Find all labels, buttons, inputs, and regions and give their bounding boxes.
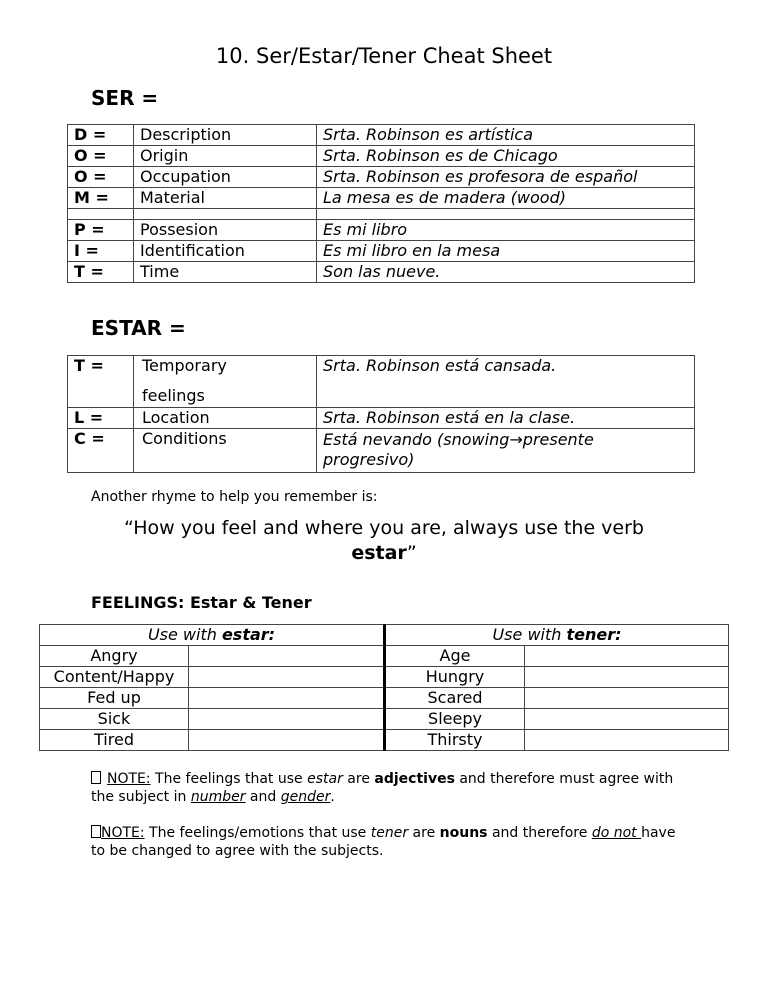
tener-blank-cell bbox=[525, 667, 729, 688]
table-row bbox=[40, 688, 729, 709]
note-text: and bbox=[245, 789, 281, 805]
note-tener bbox=[91, 824, 691, 860]
tener-column-header bbox=[385, 625, 729, 646]
ser-example: Srta. Robinson es artística bbox=[317, 125, 695, 146]
note-keyword: gender bbox=[280, 789, 331, 805]
estar-example: Srta. Robinson está cansada. bbox=[317, 356, 695, 408]
header-verb: tener: bbox=[566, 625, 622, 644]
note-estar bbox=[91, 770, 691, 806]
estar-example bbox=[317, 429, 695, 473]
tener-feeling: Hungry bbox=[385, 667, 525, 688]
table-header-row bbox=[40, 625, 729, 646]
ser-example: Son las nueve. bbox=[317, 262, 695, 283]
estar-feeling: Content/Happy bbox=[40, 667, 189, 688]
blank-cell bbox=[68, 209, 134, 220]
estar-feeling: Angry bbox=[40, 646, 189, 667]
table-row bbox=[40, 730, 729, 751]
note-text: . bbox=[330, 789, 335, 805]
blank-cell bbox=[134, 209, 317, 220]
ser-label: Time bbox=[134, 262, 317, 283]
ser-letter: T = bbox=[68, 262, 134, 283]
tener-blank-cell bbox=[525, 646, 729, 667]
tener-feeling: Scared bbox=[385, 688, 525, 709]
estar-column-header bbox=[40, 625, 385, 646]
estar-feeling: Sick bbox=[40, 709, 189, 730]
tener-feeling: Age bbox=[385, 646, 525, 667]
estar-feeling: Tired bbox=[40, 730, 189, 751]
feelings-table bbox=[39, 624, 729, 751]
bullet-icon bbox=[91, 825, 101, 838]
estar-blank-cell bbox=[189, 688, 385, 709]
estar-label: Conditions bbox=[134, 429, 317, 473]
estar-letter: C = bbox=[68, 429, 134, 473]
header-prefix: Use with bbox=[147, 625, 222, 644]
note-keyword: nouns bbox=[439, 825, 488, 841]
tener-blank-cell bbox=[525, 688, 729, 709]
note-text: are bbox=[342, 771, 375, 787]
estar-table bbox=[67, 355, 695, 473]
ser-label: Origin bbox=[134, 146, 317, 167]
estar-label-line1: Temporary bbox=[142, 356, 227, 375]
table-row bbox=[68, 188, 695, 209]
note-text: are bbox=[408, 825, 440, 841]
tener-blank-cell bbox=[525, 709, 729, 730]
note-text: The feelings/emotions that use bbox=[144, 825, 371, 841]
tener-blank-cell bbox=[525, 730, 729, 751]
ser-example: La mesa es de madera (wood) bbox=[317, 188, 695, 209]
tener-feeling: Thirsty bbox=[385, 730, 525, 751]
table-row bbox=[68, 125, 695, 146]
note-keyword: number bbox=[190, 789, 246, 805]
table-row bbox=[40, 646, 729, 667]
ser-heading: SER = bbox=[91, 86, 159, 110]
rhyme-intro: Another rhyme to help you remember is: bbox=[91, 489, 378, 505]
ser-label: Possesion bbox=[134, 220, 317, 241]
rhyme-quote bbox=[91, 516, 677, 566]
estar-blank-cell bbox=[189, 646, 385, 667]
estar-feeling: Fed up bbox=[40, 688, 189, 709]
note-text: have to be changed to agree with the subjects. bbox=[91, 825, 676, 859]
ser-letter: D = bbox=[68, 125, 134, 146]
estar-example-part1: Está nevando (snowing bbox=[323, 430, 510, 449]
table-row bbox=[68, 167, 695, 188]
ser-label: Occupation bbox=[134, 167, 317, 188]
ser-letter: M = bbox=[68, 188, 134, 209]
ser-letter: O = bbox=[68, 146, 134, 167]
note-verb: tener bbox=[370, 825, 409, 841]
ser-letter: O = bbox=[68, 167, 134, 188]
ser-example: Srta. Robinson es de Chicago bbox=[317, 146, 695, 167]
estar-letter: L = bbox=[68, 408, 134, 429]
ser-label: Material bbox=[134, 188, 317, 209]
table-row bbox=[40, 709, 729, 730]
ser-example: Es mi libro en la mesa bbox=[317, 241, 695, 262]
table-row bbox=[68, 220, 695, 241]
blank-cell bbox=[317, 209, 695, 220]
estar-blank-cell bbox=[189, 730, 385, 751]
table-row bbox=[68, 262, 695, 283]
table-row bbox=[68, 146, 695, 167]
estar-letter: T = bbox=[68, 356, 134, 408]
estar-label bbox=[134, 356, 317, 408]
arrow-icon: → bbox=[509, 430, 523, 449]
note-verb: estar bbox=[307, 771, 343, 787]
note-text: and therefore must agree with the subject in bbox=[91, 771, 674, 805]
bullet-icon bbox=[91, 771, 101, 784]
ser-example: Srta. Robinson es profesora de español bbox=[317, 167, 695, 188]
note-text: The feelings that use bbox=[150, 771, 308, 787]
table-row bbox=[68, 408, 695, 429]
ser-label: Description bbox=[134, 125, 317, 146]
quote-text: “How you feel and where you are, always use the verb bbox=[123, 517, 644, 539]
feelings-heading: FEELINGS: Estar & Tener bbox=[91, 593, 312, 612]
note-label: NOTE: bbox=[107, 771, 151, 787]
estar-label-line2: feelings bbox=[142, 386, 205, 405]
ser-label: Identification bbox=[134, 241, 317, 262]
ser-example: Es mi libro bbox=[317, 220, 695, 241]
estar-blank-cell bbox=[189, 709, 385, 730]
quote-end: ” bbox=[406, 542, 417, 564]
ser-letter: P = bbox=[68, 220, 134, 241]
estar-example: Srta. Robinson está en la clase. bbox=[317, 408, 695, 429]
ser-table bbox=[67, 124, 695, 283]
estar-blank-cell bbox=[189, 667, 385, 688]
quote-bold-verb: estar bbox=[351, 542, 407, 564]
table-row-blank bbox=[68, 209, 695, 220]
table-row bbox=[40, 667, 729, 688]
header-verb: estar: bbox=[221, 625, 276, 644]
page-title: 10. Ser/Estar/Tener Cheat Sheet bbox=[215, 44, 553, 68]
note-text: and therefore bbox=[487, 825, 592, 841]
tener-feeling: Sleepy bbox=[385, 709, 525, 730]
note-label: NOTE: bbox=[101, 825, 145, 841]
table-row bbox=[68, 429, 695, 473]
estar-label: Location bbox=[134, 408, 317, 429]
table-row bbox=[68, 241, 695, 262]
estar-heading: ESTAR = bbox=[91, 316, 186, 340]
table-row bbox=[68, 356, 695, 408]
note-keyword: adjectives bbox=[374, 771, 455, 787]
ser-letter: I = bbox=[68, 241, 134, 262]
estar-example-part2: presente progresivo) bbox=[323, 430, 594, 469]
note-keyword: do not bbox=[591, 825, 642, 841]
header-prefix: Use with bbox=[492, 625, 567, 644]
